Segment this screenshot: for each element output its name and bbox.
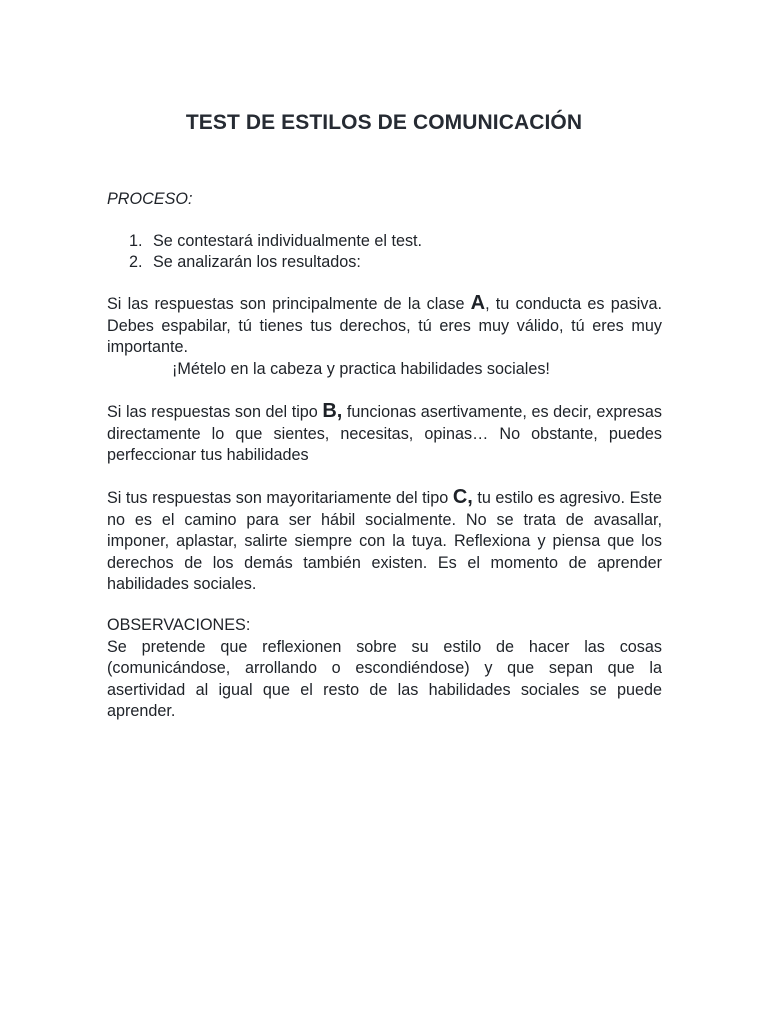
step-text: Se analizarán los resultados: [153, 253, 361, 271]
clase-a-text-after: , tu conducta es pasiva. Debes espabilar, tú tienes tus derechos, tú eres muy válido, tú eres muy importante. [107, 295, 662, 357]
clase-b-letter: B, [322, 400, 343, 422]
list-item [107, 252, 422, 273]
clase-a-motto: ¡Mételo en la cabeza y practica habilidades sociales! [172, 359, 550, 378]
clase-c-letter: C, [452, 486, 473, 508]
clase-b-paragraph [107, 402, 662, 467]
clase-b-section [107, 402, 662, 467]
clase-c-paragraph [107, 488, 662, 596]
observaciones-section [107, 615, 662, 723]
clase-b-text-after: funcionas asertivamente, es decir, expresas directamente lo que sientes, necesitas, opinas… No obstante, puedes perfeccionar tus habilidades [107, 403, 662, 465]
proceso-steps-list [107, 231, 422, 273]
clase-c-section [107, 488, 662, 596]
list-item [107, 231, 422, 252]
observaciones-label: OBSERVACIONES: [107, 616, 251, 634]
observaciones-paragraph: Se pretende que reflexionen sobre su estilo de hacer las cosas (comunicándose, arrollando o escondiéndose) y que sepan que la asertividad al igual que el resto de las habilidades sociales se puede aprender. [107, 637, 662, 721]
step-number: 1. [129, 232, 143, 250]
step-number: 2. [129, 253, 143, 271]
clase-a-paragraph [107, 294, 662, 359]
clase-b-text-before: Si las respuestas son del tipo [107, 403, 323, 421]
step-text: Se contestará individualmente el test. [153, 232, 423, 250]
proceso-label: PROCESO: [107, 190, 193, 208]
clase-a-letter: A [470, 292, 486, 314]
clase-c-text-after: tu estilo es agresivo. Este no es el camino para ser hábil socialmente. No se trata de avasallar, imponer, aplastar, salirte siempre con la tuya. Reflexiona y piensa que los derechos de los demás también existen. Es el momento de aprender habilidades sociales. [107, 489, 662, 594]
clase-a-section [107, 294, 662, 380]
clase-c-text-before: Si tus respuestas son mayoritariamente del tipo [107, 489, 453, 507]
document-title: TEST DE ESTILOS DE COMUNICACIÓN [185, 111, 583, 134]
clase-a-text-before: Si las respuestas son principalmente de la clase [107, 295, 471, 313]
